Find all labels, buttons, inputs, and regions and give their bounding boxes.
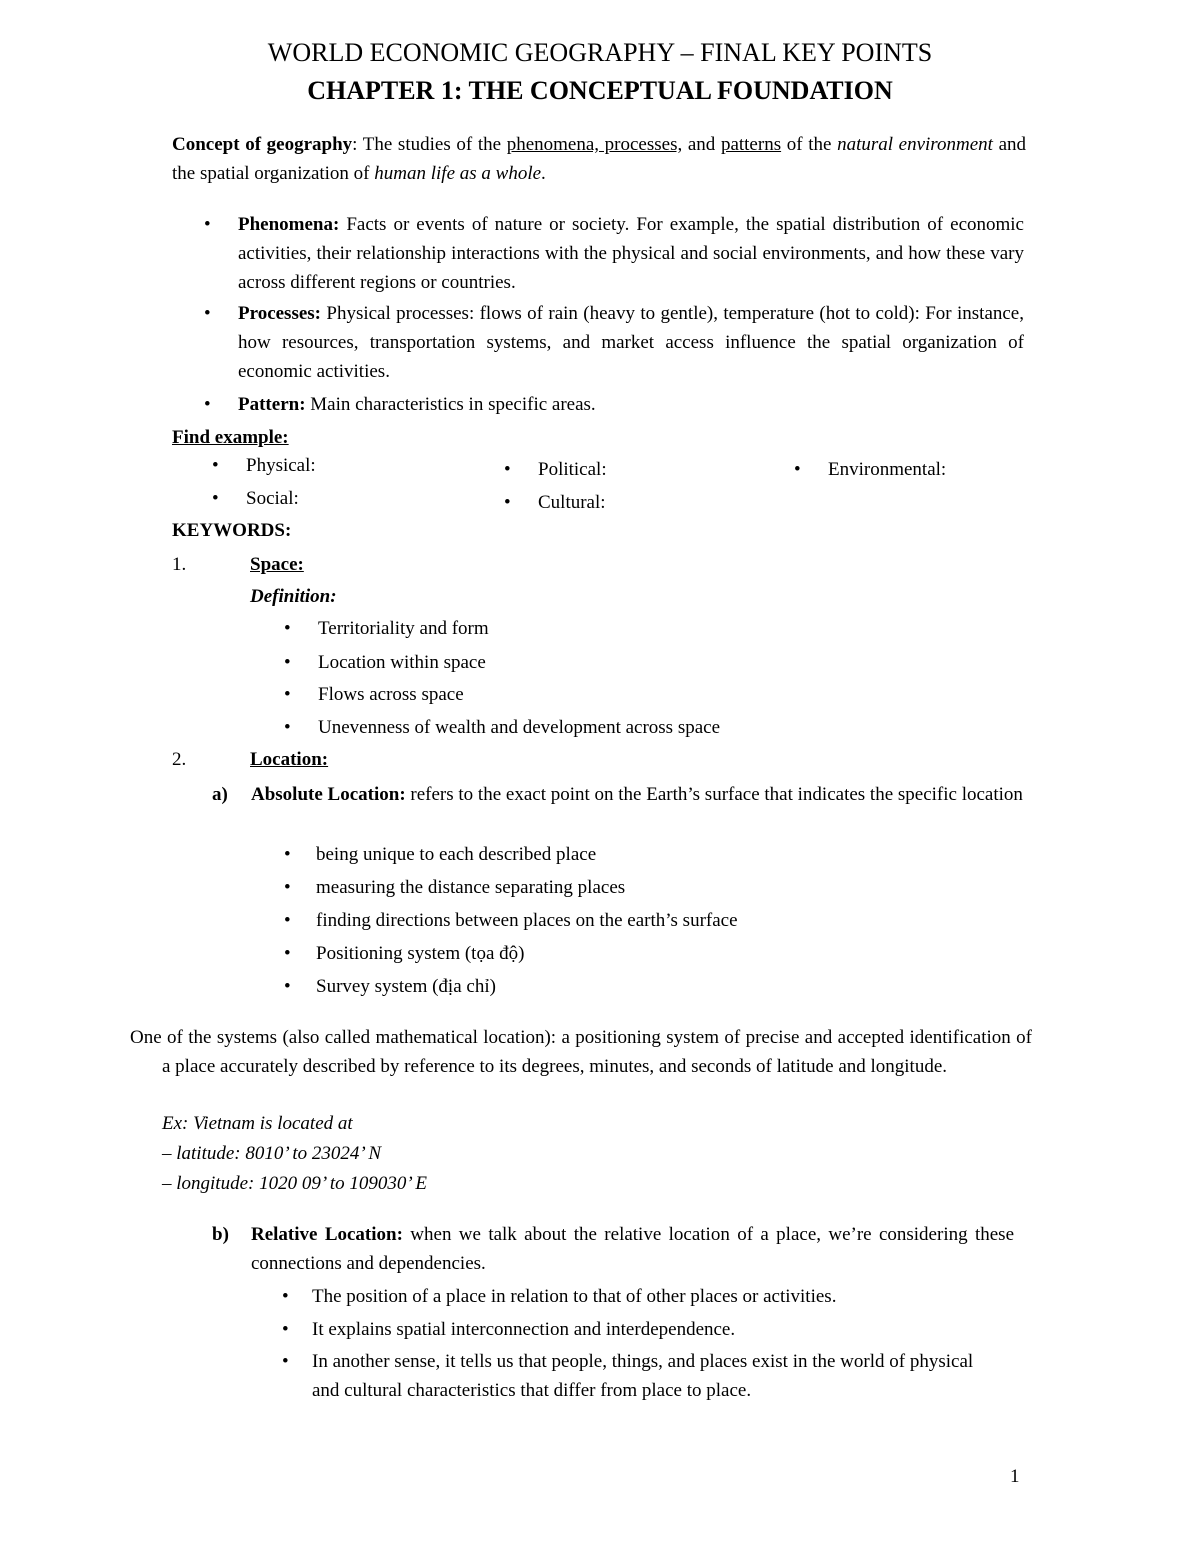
relative-location-text: when we talk about the relative location of a place, we’re considering these connections and dependencies. (251, 1224, 1014, 1274)
absolute-location-text: refers to the exact point on the Earth’s surface that indicates the specific location (405, 784, 1023, 805)
relative-item: The position of a place in relation to that of other places or activities. (312, 1286, 837, 1307)
definition-text: Main characteristics in specific areas. (305, 394, 596, 415)
example-environmental: Environmental: (828, 459, 947, 480)
bullet-icon: • (284, 943, 291, 964)
natural-environment: natural environment (837, 134, 993, 155)
definition-phenomena (238, 210, 1024, 297)
example-line: – latitude: 8010’ to 23024’ N (162, 1143, 382, 1164)
space-title: Space: (250, 554, 304, 575)
bullet-icon: • (284, 910, 291, 931)
keywords-heading: KEYWORDS: (172, 520, 292, 541)
concept-text: . (541, 163, 546, 184)
space-item: Territoriality and form (318, 618, 489, 639)
absolute-item: measuring the distance separating places (316, 877, 626, 898)
space-item: Location within space (318, 652, 486, 673)
definition-term: Pattern: (238, 394, 306, 415)
concept-label: Concept of geography (172, 134, 353, 155)
relative-location-label: Relative Location: (251, 1224, 403, 1245)
bullet-icon: • (284, 717, 291, 738)
bullet-icon: • (212, 455, 219, 476)
example-line: – longitude: 1020 09’ to 109030’ E (162, 1173, 427, 1194)
bullet-icon: • (794, 459, 801, 480)
bullet-icon: • (284, 976, 291, 997)
relative-item: In another sense, it tells us that people, things, and places exist in the world of physical and cultural characteristics that differ from place to place. (312, 1351, 974, 1401)
definition-label: Definition: (250, 586, 337, 607)
bullet-icon: • (284, 844, 291, 865)
bullet-icon: • (504, 459, 511, 480)
absolute-item: finding directions between places on the earth’s surface (316, 910, 738, 931)
definition-processes (238, 299, 1024, 386)
concept-text: and the spatial organization of (172, 134, 1027, 184)
example-line: Ex: Vietnam is located at (162, 1113, 353, 1134)
bullet-icon: • (282, 1286, 289, 1307)
relative-location-paragraph (251, 1220, 1014, 1278)
absolute-location-label: Absolute Location: (251, 784, 406, 805)
absolute-item: Positioning system (tọa độ) (316, 943, 525, 964)
space-item: Unevenness of wealth and development across space (318, 717, 721, 738)
chapter-title: CHAPTER 1: THE CONCEPTUAL FOUNDATION (307, 76, 893, 105)
definition-term: Phenomena: (238, 214, 340, 235)
bullet-icon: • (284, 618, 291, 639)
phenomena-term: phenomena, processes, (506, 134, 683, 155)
list-number: 2. (172, 749, 187, 770)
systems-paragraph: One of the systems (also called mathematical location): a positioning system of precise and accepted identification of a place accurately described by reference to its degrees, minutes, and seconds of latitude and longitude. (130, 1027, 1032, 1077)
definition-text: Physical processes: flows of rain (heavy to gentle), temperature (hot to cold): For instance, how resources, transportation systems, and market access influence the spatial organization of economic activities. (238, 303, 1024, 382)
absolute-location-paragraph (251, 780, 1028, 809)
bullet-icon: • (204, 214, 211, 235)
bullet-icon: • (284, 684, 291, 705)
find-example-heading: Find example: (172, 427, 289, 448)
absolute-item: being unique to each described place (316, 844, 597, 865)
space-item: Flows across space (318, 684, 464, 705)
bullet-icon: • (282, 1351, 289, 1372)
list-marker: b) (212, 1224, 229, 1245)
definition-pattern (238, 390, 1024, 419)
bullet-icon: • (204, 303, 211, 324)
absolute-item: Survey system (địa chỉ) (316, 976, 496, 997)
bullet-icon: • (284, 877, 291, 898)
concept-text: : The studies of the (352, 134, 507, 155)
page-number: 1 (1010, 1466, 1020, 1487)
bullet-icon: • (282, 1319, 289, 1340)
list-number: 1. (172, 554, 187, 575)
definition-text: Facts or events of nature or society. For example, the spatial distribution of economic activities, their relationship interactions with the physical and social environments, and how these vary across different regions or countries. (238, 214, 1024, 293)
bullet-icon: • (284, 652, 291, 673)
concept-text: of the (781, 134, 838, 155)
example-political: Political: (538, 459, 607, 480)
patterns-term: patterns (720, 134, 782, 155)
concept-text: and (682, 134, 721, 155)
concept-paragraph (172, 130, 1026, 188)
human-life: human life as a whole (374, 163, 542, 184)
bullet-icon: • (204, 394, 211, 415)
list-marker: a) (212, 784, 228, 805)
example-social: Social: (246, 488, 299, 509)
definition-term: Processes: (238, 303, 322, 324)
document-title: WORLD ECONOMIC GEOGRAPHY – FINAL KEY POINTS (267, 38, 933, 67)
example-cultural: Cultural: (538, 492, 606, 513)
location-title: Location: (250, 749, 329, 770)
bullet-icon: • (212, 488, 219, 509)
example-physical: Physical: (246, 455, 316, 476)
relative-item: It explains spatial interconnection and interdependence. (312, 1319, 736, 1340)
bullet-icon: • (504, 492, 511, 513)
